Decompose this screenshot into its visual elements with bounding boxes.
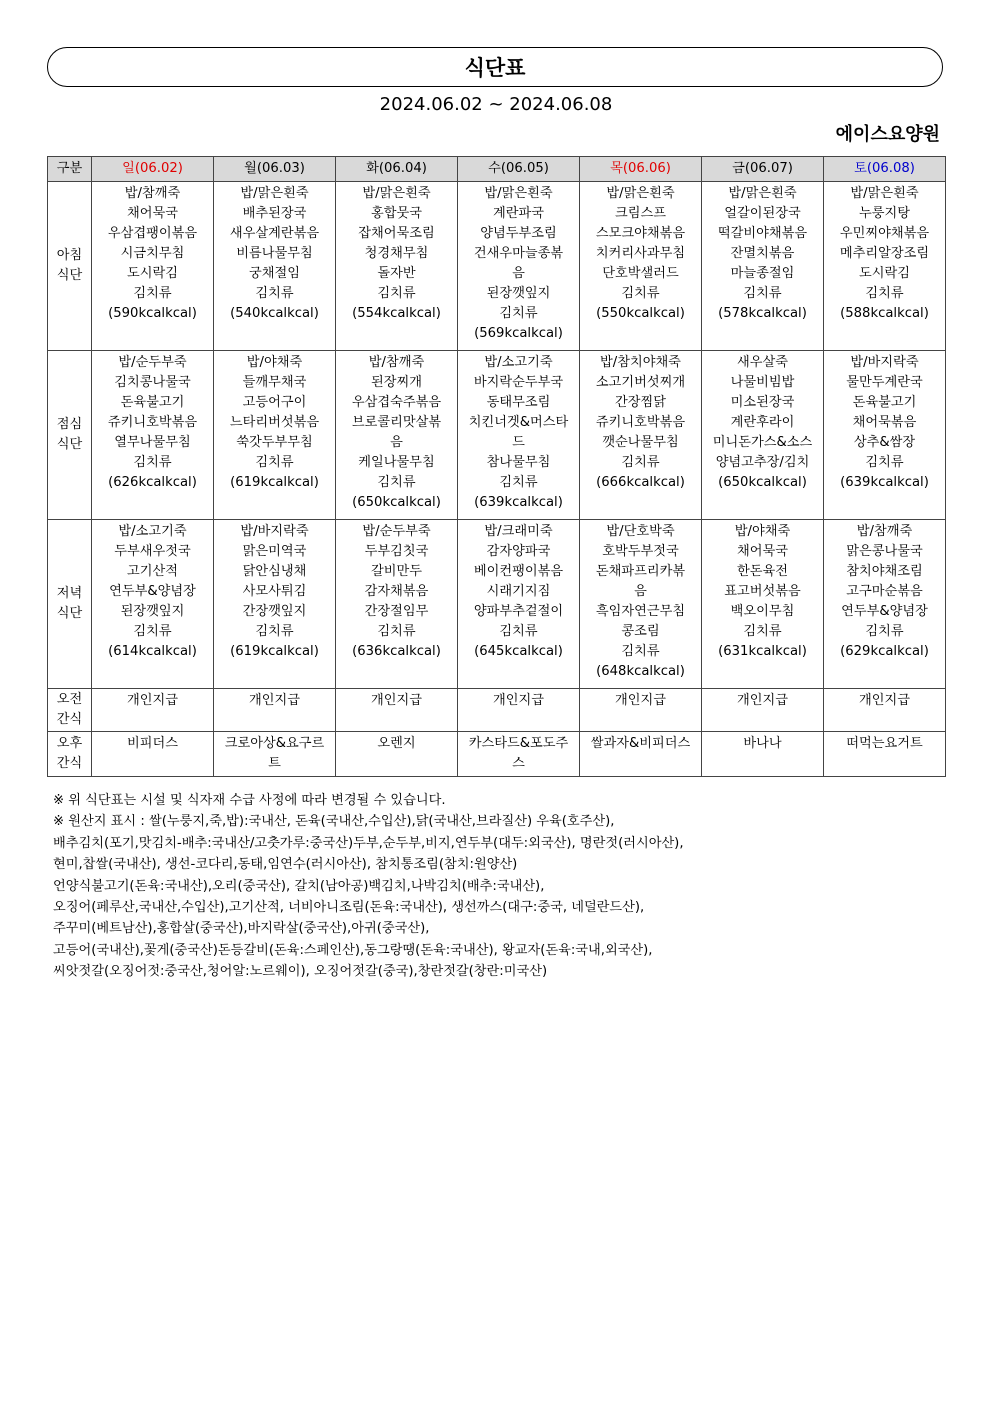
day-header: 토(06.08) [824,157,946,182]
menu-item: 물만두계란국 [846,375,923,390]
menu-item: (569kcalkcal) [474,326,563,341]
menu-cell [214,182,336,351]
menu-item: (629kcalkcal) [840,644,929,659]
date-range: 2024.06.02 ~ 2024.06.08 [379,94,613,115]
menu-item: 카스타드&포도주 [468,736,569,751]
menu-item: 시금치무침 [120,246,185,261]
menu-item: 김치류 [621,455,660,470]
menu-item: 밥/맑은흰죽 [606,186,675,201]
menu-item: 김치류 [865,286,904,301]
row-label-line: 저녁 [56,586,83,601]
menu-item: (636kcalkcal) [352,644,441,659]
row-label [48,182,92,351]
table-row [48,520,946,689]
menu-cell [580,689,702,732]
menu-item: 간장찜닭 [615,395,666,410]
menu-item: (578kcalkcal) [718,306,807,321]
menu-item: 미소된장국 [730,395,795,410]
menu-item: 된장깻잎지 [120,604,185,619]
menu-cell [458,351,580,520]
menu-item: 된장깻잎지 [486,286,551,301]
menu-item: 시래기지짐 [486,584,551,599]
menu-item: 김치류 [621,644,660,659]
menu-item: 바지락순두부국 [473,375,564,390]
menu-item: 치커리사과무침 [595,246,686,261]
menu-item: 고기산적 [127,564,178,579]
menu-item: 맑은콩나물국 [846,544,923,559]
menu-cell [214,520,336,689]
menu-cell [702,732,824,777]
menu-item: 스 [512,756,525,771]
menu-item: 상추&쌈장 [853,435,916,450]
menu-item: 배추된장국 [242,206,307,221]
menu-item: 감자채볶음 [364,584,429,599]
menu-item: 청경채무침 [364,246,429,261]
menu-item: 트 [268,756,281,771]
menu-item: (614kcalkcal) [108,644,197,659]
menu-item: 감자양파국 [486,544,551,559]
menu-item: 양념두부조림 [480,226,557,241]
menu-item: 채어묵국 [127,206,178,221]
menu-item: 고구마순볶음 [846,584,923,599]
menu-item: (590kcalkcal) [108,306,197,321]
menu-item: 돈육불고기 [120,395,185,410]
menu-item: 스모크야채볶음 [595,226,686,241]
menu-cell [824,520,946,689]
corner-label: 구분 [48,157,92,182]
menu-item: 열무나물무침 [114,435,191,450]
day-header: 목(06.06) [580,157,702,182]
menu-item: 양파부추겉절이 [473,604,564,619]
menu-item: 음 [512,266,525,281]
menu-item: 김치류 [377,475,416,490]
menu-item: 바나나 [743,736,782,751]
menu-item: 개인지급 [737,693,788,708]
page-title-box [47,47,943,87]
menu-item: (648kcalkcal) [596,664,685,679]
menu-item: (645kcalkcal) [474,644,563,659]
menu-item: 떠먹는요거트 [846,736,923,751]
menu-table [47,156,946,777]
menu-item: 쥬키니호박볶음 [595,415,686,430]
menu-item: 콩조림 [621,624,660,639]
menu-item: 두부김칫국 [364,544,429,559]
menu-cell [580,351,702,520]
menu-item: 쌀과자&비피더스 [590,736,691,751]
menu-item: 쥬키니호박볶음 [107,415,198,430]
day-header: 화(06.04) [336,157,458,182]
menu-item: (639kcalkcal) [474,495,563,510]
menu-item: (540kcalkcal) [230,306,319,321]
menu-cell [824,351,946,520]
menu-cell [824,689,946,732]
row-label [48,689,92,732]
menu-item: 우민찌야채볶음 [839,226,930,241]
menu-item: 흑임자연근무침 [595,604,686,619]
row-label-line: 아침 [56,248,83,263]
menu-cell [336,689,458,732]
row-label-line: 오전 [56,692,83,707]
menu-item: 밥/참깨죽 [368,355,425,370]
menu-item: 돈채파프리카볶 [595,564,686,579]
menu-item: 우삼겹팽이볶음 [107,226,198,241]
menu-item: 깻순나물무침 [602,435,679,450]
menu-item: 새우살계란볶음 [229,226,320,241]
menu-item: 개인지급 [249,693,300,708]
menu-item: 크로아상&요구르 [224,736,325,751]
note-line: 오징어(페루산,국내산,수입산),고기산적, 너비아니조림(돈육:국내산), 생선까스(대구:중국, 네덜란드산), [53,900,645,916]
menu-cell [92,689,214,732]
menu-item: 잡채어묵조림 [358,226,435,241]
note-line: ※ 위 식단표는 시설 및 식자재 수급 사정에 따라 변경될 수 있습니다. [53,793,446,808]
menu-item: 새우살죽 [737,355,788,370]
menu-item: 김치류 [133,624,172,639]
day-header: 수(06.05) [458,157,580,182]
menu-item: 궁채절임 [249,266,300,281]
table-header-row [48,157,946,182]
menu-cell [824,182,946,351]
menu-cell [458,520,580,689]
menu-item: 김치류 [499,624,538,639]
menu-item: 참치야채조림 [846,564,923,579]
menu-item: 호박두부젓국 [602,544,679,559]
menu-item: 우삼겹숙주볶음 [351,395,442,410]
menu-item: 마늘종절임 [730,266,795,281]
menu-item: 김치류 [377,624,416,639]
menu-item: 밥/참깨죽 [124,186,181,201]
menu-item: 김치류 [255,286,294,301]
menu-item: 밥/맑은흰죽 [850,186,919,201]
row-label-line: 오후 [56,736,83,751]
menu-item: 밥/소고기죽 [118,524,187,539]
menu-item: 얼갈이된장국 [724,206,801,221]
row-label-line: 식단 [56,437,83,452]
menu-cell [92,351,214,520]
menu-item: 밥/맑은흰죽 [728,186,797,201]
menu-item: 닭안심냉채 [242,564,307,579]
menu-item: 김치류 [499,306,538,321]
menu-item: 단호박샐러드 [602,266,679,281]
menu-item: 개인지급 [859,693,910,708]
menu-cell [336,182,458,351]
menu-item: 김치류 [621,286,660,301]
menu-item: 백오이무침 [730,604,795,619]
menu-item: (554kcalkcal) [352,306,441,321]
row-label [48,351,92,520]
menu-item: 밥/바지락죽 [850,355,919,370]
menu-item: 치킨너겟&머스타 [468,415,569,430]
menu-item: 동태무조림 [486,395,551,410]
menu-item: 밥/순두부죽 [118,355,187,370]
menu-item: 맑은미역국 [242,544,307,559]
menu-item: 밥/크래미죽 [484,524,553,539]
menu-cell [214,351,336,520]
menu-cell [824,732,946,777]
menu-cell [580,732,702,777]
menu-item: 김치류 [499,475,538,490]
menu-item: 밥/맑은흰죽 [484,186,553,201]
row-label-line: 식단 [56,268,83,283]
menu-item: (631kcalkcal) [718,644,807,659]
menu-item: 소고기버섯찌개 [595,375,686,390]
menu-item: 한돈육전 [737,564,788,579]
menu-item: 김치류 [377,286,416,301]
menu-item: 개인지급 [615,693,666,708]
menu-item: 밥/단호박죽 [606,524,675,539]
menu-item: (619kcalkcal) [230,644,319,659]
menu-cell [580,182,702,351]
menu-item: (666kcalkcal) [596,475,685,490]
note-line: 현미,찹쌀(국내산), 생선-코다리,동태,임연수(러시아산), 참치통조림(참치:원양산) [53,857,518,873]
menu-item: 채어묵볶음 [852,415,917,430]
menu-cell [214,732,336,777]
menu-item: 밥/야채죽 [246,355,303,370]
menu-cell [336,732,458,777]
menu-item: 밥/바지락죽 [240,524,309,539]
row-label [48,732,92,777]
note-line: 주꾸미(베트남산),홍합살(중국산),바지락살(중국산),아귀(중국산), [53,921,430,937]
note-line: 씨앗젓갈(오징어젓:중국산,청어알:노르웨이), 오징어젓갈(중국),창란젓갈(창란:미국산) [53,964,548,980]
menu-item: 참나물무침 [486,455,551,470]
note-line: 고등어(국내산),꽃게(중국산)돈등갈비(돈육:스페인산),동그랑땡(돈육:국내산), 왕교자(돈육:국내,외국산), [53,942,653,958]
row-label-line: 간식 [56,756,83,771]
table-row [48,351,946,520]
menu-item: 잔멸치볶음 [730,246,795,261]
table-row [48,182,946,351]
row-label-line: 간식 [56,712,83,727]
note-line: 언양식불고기(돈육:국내산),오리(중국산), 갈치(남아공)백김치,나박김치(배추:국내산), [53,878,545,894]
menu-item: 도시락김 [127,266,178,281]
menu-cell [702,520,824,689]
menu-item: 개인지급 [371,693,422,708]
menu-item: 계란후라이 [730,415,795,430]
menu-item: 느타리버섯볶음 [229,415,320,430]
menu-cell [458,182,580,351]
menu-cell [702,182,824,351]
menu-item: 누룽지탕 [859,206,910,221]
menu-item: 밥/맑은흰죽 [362,186,431,201]
menu-item: 돈육불고기 [852,395,917,410]
menu-item: 오렌지 [377,736,416,751]
note-line: 배추김치(포기,맛김치-배추:국내산/고춧가루:중국산)두부,순두부,비지,연두부(대두:외국산), 명란젓(러시아산), [53,835,684,851]
menu-item: 김치류 [133,455,172,470]
menu-item: 밥/맑은흰죽 [240,186,309,201]
menu-item: 쑥갓두부무침 [236,435,313,450]
menu-item: 들깨무채국 [242,375,307,390]
menu-item: 연두부&양념장 [109,584,196,599]
menu-item: (650kcalkcal) [352,495,441,510]
menu-cell [92,182,214,351]
menu-item: 김치류 [865,455,904,470]
menu-item: 케일나물무침 [358,455,435,470]
menu-item: (619kcalkcal) [230,475,319,490]
menu-item: 밥/야채죽 [734,524,791,539]
row-label-line: 점심 [56,417,83,432]
menu-cell [458,689,580,732]
menu-item: 나물비빔밥 [730,375,795,390]
note-line: ※ 원산지 표시 : 쌀(누룽지,죽,밥):국내산, 돈육(국내산,수입산),닭(국내산,브라질산) 우육(호주산), [53,814,615,830]
menu-item: 간장절임무 [364,604,429,619]
menu-cell [214,689,336,732]
menu-item: 미니돈가스&소스 [712,435,813,450]
menu-cell [92,732,214,777]
menu-item: 김치류 [743,286,782,301]
menu-item: 김치콩나물국 [114,375,191,390]
menu-item: (588kcalkcal) [840,306,929,321]
menu-item: (639kcalkcal) [840,475,929,490]
menu-item: 연두부&양념장 [841,604,928,619]
menu-cell [336,520,458,689]
notes [53,790,953,983]
menu-item: 고등어구이 [242,395,307,410]
menu-item: 베이컨팽이볶음 [473,564,564,579]
menu-item: 음 [634,584,647,599]
day-header: 금(06.07) [702,157,824,182]
menu-item: 된장찌개 [371,375,422,390]
row-label-line: 식단 [56,606,83,621]
menu-item: 홍합뭇국 [371,206,422,221]
menu-item: 밥/순두부죽 [362,524,431,539]
menu-item: 김치류 [865,624,904,639]
menu-item: 개인지급 [493,693,544,708]
menu-item: 음 [390,435,403,450]
menu-item: 밥/소고기죽 [484,355,553,370]
menu-item: 밥/참치야채죽 [600,355,681,370]
menu-item: 드 [512,435,525,450]
menu-item: (626kcalkcal) [108,475,197,490]
menu-item: 비름나물무침 [236,246,313,261]
menu-item: 메추리알장조림 [839,246,930,261]
menu-item: 건새우마늘종볶 [473,246,564,261]
menu-cell [702,689,824,732]
menu-cell [336,351,458,520]
table-row [48,732,946,777]
menu-item: 브로콜리맛살볶 [351,415,442,430]
menu-item: 표고버섯볶음 [724,584,801,599]
menu-item: (550kcalkcal) [596,306,685,321]
menu-item: 김치류 [255,455,294,470]
menu-item: 두부새우젓국 [114,544,191,559]
menu-item: 비피더스 [127,736,178,751]
menu-item: 크림스프 [615,206,666,221]
facility-name: 에이스요양원 [835,124,940,145]
menu-item: 채어묵국 [737,544,788,559]
menu-cell [702,351,824,520]
menu-item: 김치류 [743,624,782,639]
menu-cell [580,520,702,689]
row-label [48,520,92,689]
menu-item: 떡갈비야채볶음 [717,226,808,241]
menu-item: 김치류 [255,624,294,639]
menu-item: 간장깻잎지 [242,604,307,619]
menu-table-body [48,182,946,777]
menu-item: 김치류 [133,286,172,301]
menu-item: 개인지급 [127,693,178,708]
menu-item: 사모사튀김 [242,584,307,599]
table-row [48,689,946,732]
menu-item: (650kcalkcal) [718,475,807,490]
day-header: 월(06.03) [214,157,336,182]
menu-cell [92,520,214,689]
menu-item: 밥/참깨죽 [856,524,913,539]
page-title: 식단표 [464,56,526,80]
menu-item: 계란파국 [493,206,544,221]
menu-item: 갈비만두 [371,564,422,579]
menu-item: 양념고추장/김치 [715,455,810,470]
menu-item: 돌자반 [377,266,416,281]
menu-item: 도시락김 [859,266,910,281]
day-header: 일(06.02) [92,157,214,182]
menu-cell [458,732,580,777]
